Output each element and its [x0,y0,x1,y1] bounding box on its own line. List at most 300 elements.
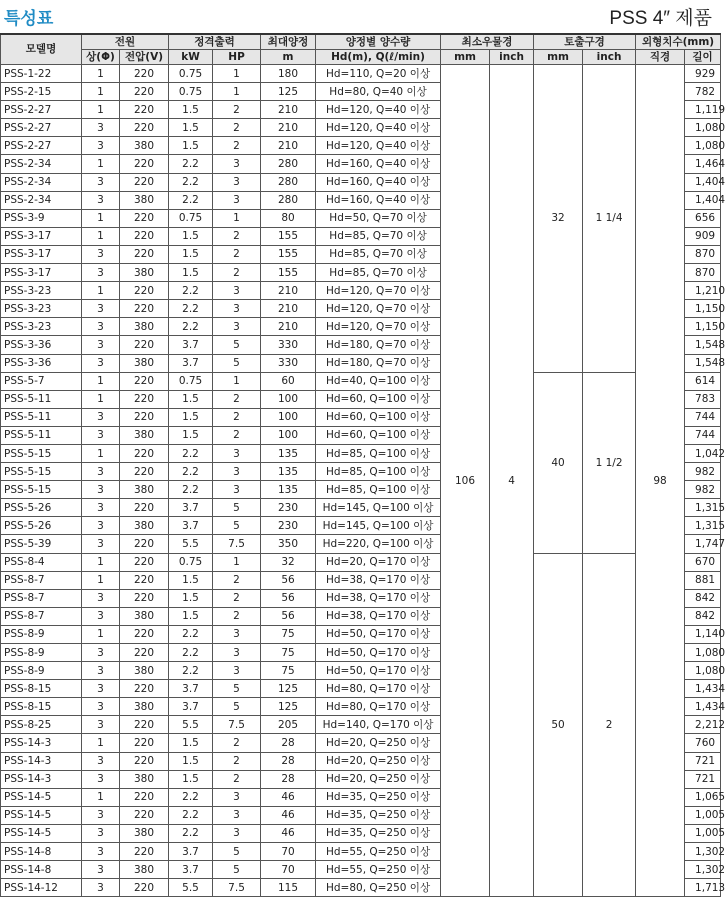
cell-phase: 3 [82,752,120,770]
cell-flow: Hd=180, Q=70 이상 [316,336,441,354]
cell-outlet-mm: 32 [534,65,583,373]
header-row-groups [1,34,721,50]
cell-voltage: 380 [120,861,169,879]
cell-length: 870 [685,264,721,282]
cell-kw: 3.7 [169,843,213,861]
cell-well-inch: 4 [490,65,534,897]
cell-length: 870 [685,245,721,263]
cell-voltage: 220 [120,83,169,101]
cell-phase: 3 [82,716,120,734]
cell-flow: Hd=110, Q=20 이상 [316,65,441,83]
cell-kw: 1.5 [169,752,213,770]
cell-hp: 3 [213,644,261,662]
cell-kw: 1.5 [169,607,213,625]
cell-maxhead: 155 [261,264,316,282]
cell-phase: 3 [82,264,120,282]
cell-flow: Hd=120, Q=70 이상 [316,318,441,336]
cell-maxhead: 56 [261,571,316,589]
cell-phase: 3 [82,173,120,191]
cell-phase: 3 [82,680,120,698]
cell-phase: 3 [82,589,120,607]
cell-kw: 5.5 [169,535,213,553]
cell-phase: 3 [82,137,120,155]
cell-kw: 2.2 [169,318,213,336]
cell-kw: 3.7 [169,861,213,879]
cell-kw: 3.7 [169,336,213,354]
cell-kw: 2.2 [169,481,213,499]
cell-kw: 2.2 [169,173,213,191]
cell-model: PSS-8-7 [1,571,82,589]
cell-hp: 2 [213,227,261,245]
cell-phase: 3 [82,770,120,788]
cell-flow: Hd=38, Q=170 이상 [316,589,441,607]
cell-model: PSS-3-36 [1,336,82,354]
cell-phase: 3 [82,463,120,481]
col-voltage: 전압(V) [120,50,169,65]
cell-kw: 5.5 [169,716,213,734]
cell-phase: 3 [82,426,120,444]
cell-maxhead: 210 [261,119,316,137]
cell-hp: 3 [213,806,261,824]
cell-maxhead: 330 [261,354,316,372]
cell-hp: 2 [213,390,261,408]
cell-kw: 3.7 [169,499,213,517]
cell-maxhead: 210 [261,137,316,155]
cell-maxhead: 115 [261,879,316,897]
cell-phase: 1 [82,282,120,300]
cell-model: PSS-14-5 [1,824,82,842]
cell-maxhead: 80 [261,209,316,227]
cell-model: PSS-14-8 [1,861,82,879]
cell-model: PSS-3-17 [1,227,82,245]
cell-flow: Hd=80, Q=170 이상 [316,698,441,716]
cell-kw: 2.2 [169,155,213,173]
cell-kw: 1.5 [169,571,213,589]
cell-hp: 1 [213,65,261,83]
cell-model: PSS-5-11 [1,408,82,426]
cell-flow: Hd=120, Q=70 이상 [316,300,441,318]
cell-kw: 1.5 [169,245,213,263]
cell-length: 721 [685,752,721,770]
cell-phase: 1 [82,571,120,589]
cell-model: PSS-3-23 [1,282,82,300]
cell-phase: 3 [82,861,120,879]
cell-kw: 1.5 [169,137,213,155]
cell-phase: 3 [82,698,120,716]
cell-maxhead: 125 [261,83,316,101]
cell-length: 744 [685,408,721,426]
cell-voltage: 380 [120,662,169,680]
cell-length: 1,005 [685,824,721,842]
cell-model: PSS-8-15 [1,680,82,698]
cell-length: 1,140 [685,625,721,643]
cell-model: PSS-2-27 [1,137,82,155]
col-maxhead: 최대양정 [261,34,316,50]
col-flow-unit: Hd(m), Q(ℓ/min) [316,50,441,65]
cell-hp: 3 [213,444,261,462]
cell-length: 614 [685,372,721,390]
cell-length: 1,404 [685,173,721,191]
cell-hp: 3 [213,788,261,806]
cell-kw: 2.2 [169,788,213,806]
cell-hp: 3 [213,824,261,842]
cell-maxhead: 46 [261,806,316,824]
cell-maxhead: 46 [261,824,316,842]
col-out-mm: mm [534,50,583,65]
cell-voltage: 220 [120,408,169,426]
cell-maxhead: 125 [261,698,316,716]
cell-phase: 1 [82,734,120,752]
cell-flow: Hd=50, Q=170 이상 [316,644,441,662]
cell-voltage: 380 [120,318,169,336]
cell-voltage: 220 [120,336,169,354]
cell-maxhead: 75 [261,662,316,680]
cell-length: 1,302 [685,861,721,879]
cell-model: PSS-3-17 [1,264,82,282]
col-kw: kW [169,50,213,65]
cell-phase: 1 [82,155,120,173]
cell-hp: 2 [213,245,261,263]
cell-voltage: 220 [120,499,169,517]
cell-voltage: 380 [120,607,169,625]
cell-hp: 5 [213,843,261,861]
cell-hp: 5 [213,680,261,698]
cell-length: 1,080 [685,119,721,137]
cell-model: PSS-5-39 [1,535,82,553]
cell-flow: Hd=85, Q=100 이상 [316,481,441,499]
cell-model: PSS-2-34 [1,173,82,191]
cell-model: PSS-2-34 [1,191,82,209]
cell-voltage: 220 [120,209,169,227]
cell-maxhead: 135 [261,444,316,462]
cell-model: PSS-8-9 [1,625,82,643]
cell-hp: 3 [213,662,261,680]
cell-hp: 2 [213,589,261,607]
cell-maxhead: 100 [261,408,316,426]
cell-length: 1,150 [685,300,721,318]
cell-voltage: 220 [120,300,169,318]
cell-model: PSS-1-22 [1,65,82,83]
cell-kw: 0.75 [169,553,213,571]
cell-flow: Hd=180, Q=70 이상 [316,354,441,372]
cell-model: PSS-8-4 [1,553,82,571]
cell-maxhead: 210 [261,300,316,318]
cell-hp: 5 [213,336,261,354]
cell-hp: 1 [213,209,261,227]
col-out-inch: inch [583,50,636,65]
cell-length: 1,747 [685,535,721,553]
cell-hp: 2 [213,426,261,444]
cell-model: PSS-2-27 [1,119,82,137]
cell-phase: 1 [82,625,120,643]
cell-outlet-mm: 50 [534,553,583,897]
cell-voltage: 220 [120,444,169,462]
cell-flow: Hd=35, Q=250 이상 [316,824,441,842]
cell-voltage: 380 [120,264,169,282]
col-flow: 양정별 양수량 [316,34,441,50]
cell-maxhead: 210 [261,282,316,300]
cell-phase: 1 [82,209,120,227]
cell-length: 1,434 [685,698,721,716]
header [0,0,720,33]
cell-hp: 5 [213,517,261,535]
cell-model: PSS-5-15 [1,444,82,462]
cell-flow: Hd=55, Q=250 이상 [316,861,441,879]
cell-kw: 1.5 [169,426,213,444]
cell-phase: 3 [82,318,120,336]
cell-flow: Hd=160, Q=40 이상 [316,191,441,209]
cell-flow: Hd=85, Q=70 이상 [316,227,441,245]
cell-hp: 5 [213,698,261,716]
cell-kw: 1.5 [169,227,213,245]
cell-maxhead: 32 [261,553,316,571]
cell-model: PSS-5-7 [1,372,82,390]
cell-hp: 1 [213,372,261,390]
cell-flow: Hd=20, Q=250 이상 [316,770,441,788]
cell-length: 1,119 [685,101,721,119]
spec-table [0,33,725,897]
cell-flow: Hd=60, Q=100 이상 [316,408,441,426]
cell-voltage: 220 [120,843,169,861]
cell-hp: 2 [213,734,261,752]
col-hp: HP [213,50,261,65]
cell-hp: 5 [213,354,261,372]
cell-voltage: 220 [120,644,169,662]
cell-flow: Hd=160, Q=40 이상 [316,155,441,173]
cell-flow: Hd=85, Q=100 이상 [316,463,441,481]
cell-phase: 1 [82,83,120,101]
cell-model: PSS-8-7 [1,607,82,625]
col-phase: 상(Φ) [82,50,120,65]
cell-voltage: 220 [120,463,169,481]
cell-hp: 3 [213,481,261,499]
cell-length: 1,080 [685,644,721,662]
cell-voltage: 380 [120,191,169,209]
cell-voltage: 220 [120,65,169,83]
cell-voltage: 220 [120,101,169,119]
cell-model: PSS-14-5 [1,788,82,806]
cell-kw: 2.2 [169,463,213,481]
cell-maxhead: 75 [261,644,316,662]
cell-model: PSS-2-27 [1,101,82,119]
cell-maxhead: 155 [261,245,316,263]
cell-length: 1,080 [685,662,721,680]
cell-hp: 7.5 [213,879,261,897]
cell-maxhead: 70 [261,843,316,861]
cell-length: 842 [685,589,721,607]
cell-maxhead: 100 [261,390,316,408]
cell-model: PSS-2-34 [1,155,82,173]
cell-hp: 3 [213,282,261,300]
cell-length: 1,315 [685,499,721,517]
cell-maxhead: 135 [261,463,316,481]
table-row [1,65,721,83]
cell-model: PSS-8-9 [1,644,82,662]
cell-kw: 1.5 [169,264,213,282]
cell-flow: Hd=38, Q=170 이상 [316,571,441,589]
cell-hp: 2 [213,101,261,119]
cell-hp: 3 [213,625,261,643]
cell-voltage: 220 [120,372,169,390]
header-row-sub [1,50,721,65]
col-dims: 외형치수(mm) [636,34,721,50]
cell-flow: Hd=140, Q=170 이상 [316,716,441,734]
cell-length: 1,302 [685,843,721,861]
cell-model: PSS-5-26 [1,499,82,517]
cell-kw: 3.7 [169,354,213,372]
cell-model: PSS-8-7 [1,589,82,607]
cell-flow: Hd=38, Q=170 이상 [316,607,441,625]
cell-model: PSS-14-3 [1,734,82,752]
cell-length: 783 [685,390,721,408]
cell-length: 1,150 [685,318,721,336]
cell-flow: Hd=50, Q=170 이상 [316,662,441,680]
cell-voltage: 220 [120,680,169,698]
cell-flow: Hd=145, Q=100 이상 [316,517,441,535]
cell-model: PSS-14-5 [1,806,82,824]
cell-flow: Hd=55, Q=250 이상 [316,843,441,861]
cell-model: PSS-2-15 [1,83,82,101]
cell-flow: Hd=145, Q=100 이상 [316,499,441,517]
cell-kw: 0.75 [169,83,213,101]
cell-hp: 5 [213,499,261,517]
cell-length: 1,042 [685,444,721,462]
cell-maxhead: 280 [261,155,316,173]
cell-kw: 2.2 [169,191,213,209]
cell-kw: 5.5 [169,879,213,897]
cell-flow: Hd=60, Q=100 이상 [316,390,441,408]
cell-flow: Hd=120, Q=40 이상 [316,119,441,137]
cell-voltage: 220 [120,716,169,734]
cell-hp: 2 [213,119,261,137]
cell-model: PSS-8-9 [1,662,82,680]
cell-length: 909 [685,227,721,245]
cell-outlet-inch: 1 1/2 [583,372,636,553]
cell-voltage: 220 [120,879,169,897]
cell-hp: 1 [213,83,261,101]
cell-phase: 3 [82,300,120,318]
cell-kw: 0.75 [169,209,213,227]
cell-length: 982 [685,481,721,499]
cell-phase: 1 [82,65,120,83]
cell-kw: 1.5 [169,408,213,426]
col-power: 전원 [82,34,169,50]
cell-length: 1,464 [685,155,721,173]
cell-model: PSS-5-11 [1,390,82,408]
cell-model: PSS-5-11 [1,426,82,444]
cell-kw: 0.75 [169,65,213,83]
col-rated: 정격출력 [169,34,261,50]
cell-model: PSS-8-25 [1,716,82,734]
cell-kw: 2.2 [169,300,213,318]
cell-model: PSS-3-23 [1,300,82,318]
cell-voltage: 380 [120,354,169,372]
cell-maxhead: 210 [261,101,316,119]
cell-maxhead: 28 [261,734,316,752]
cell-maxhead: 180 [261,65,316,83]
col-well-mm: mm [441,50,490,65]
cell-phase: 1 [82,101,120,119]
cell-kw: 1.5 [169,770,213,788]
cell-hp: 3 [213,155,261,173]
cell-flow: Hd=120, Q=40 이상 [316,101,441,119]
cell-kw: 3.7 [169,680,213,698]
cell-phase: 1 [82,553,120,571]
cell-flow: Hd=220, Q=100 이상 [316,535,441,553]
cell-length: 842 [685,607,721,625]
cell-phase: 1 [82,788,120,806]
cell-phase: 3 [82,879,120,897]
cell-voltage: 220 [120,806,169,824]
cell-hp: 2 [213,137,261,155]
col-dia: 직경 [636,50,685,65]
cell-flow: Hd=85, Q=70 이상 [316,245,441,263]
cell-length: 1,404 [685,191,721,209]
cell-kw: 2.2 [169,625,213,643]
cell-maxhead: 135 [261,481,316,499]
cell-flow: Hd=120, Q=70 이상 [316,282,441,300]
cell-phase: 3 [82,336,120,354]
cell-phase: 3 [82,517,120,535]
cell-model: PSS-3-9 [1,209,82,227]
cell-flow: Hd=85, Q=70 이상 [316,264,441,282]
cell-voltage: 220 [120,173,169,191]
cell-hp: 2 [213,571,261,589]
cell-flow: Hd=35, Q=250 이상 [316,788,441,806]
cell-phase: 3 [82,481,120,499]
cell-phase: 3 [82,644,120,662]
cell-hp: 2 [213,264,261,282]
cell-kw: 2.2 [169,444,213,462]
table-row [1,372,721,390]
cell-model: PSS-14-3 [1,752,82,770]
cell-voltage: 380 [120,137,169,155]
cell-hp: 2 [213,408,261,426]
cell-voltage: 220 [120,734,169,752]
cell-maxhead: 70 [261,861,316,879]
cell-model: PSS-3-23 [1,318,82,336]
cell-kw: 1.5 [169,589,213,607]
cell-flow: Hd=35, Q=250 이상 [316,806,441,824]
cell-voltage: 220 [120,788,169,806]
cell-model: PSS-14-12 [1,879,82,897]
cell-length: 1,005 [685,806,721,824]
cell-voltage: 220 [120,119,169,137]
cell-phase: 3 [82,119,120,137]
table-body [1,65,725,897]
cell-outlet-inch: 1 1/4 [583,65,636,373]
cell-phase: 1 [82,227,120,245]
col-outlet: 토출구경 [534,34,636,50]
cell-voltage: 220 [120,390,169,408]
cell-maxhead: 210 [261,318,316,336]
cell-maxhead: 280 [261,173,316,191]
cell-phase: 3 [82,245,120,263]
cell-phase: 3 [82,607,120,625]
cell-length: 760 [685,734,721,752]
cell-kw: 2.2 [169,806,213,824]
cell-kw: 2.2 [169,282,213,300]
cell-length: 656 [685,209,721,227]
cell-model: PSS-5-15 [1,463,82,481]
cell-kw: 1.5 [169,390,213,408]
cell-maxhead: 230 [261,499,316,517]
cell-voltage: 220 [120,155,169,173]
cell-voltage: 220 [120,752,169,770]
cell-model: PSS-5-26 [1,517,82,535]
cell-model: PSS-3-17 [1,245,82,263]
col-well: 최소우물경 [441,34,534,50]
